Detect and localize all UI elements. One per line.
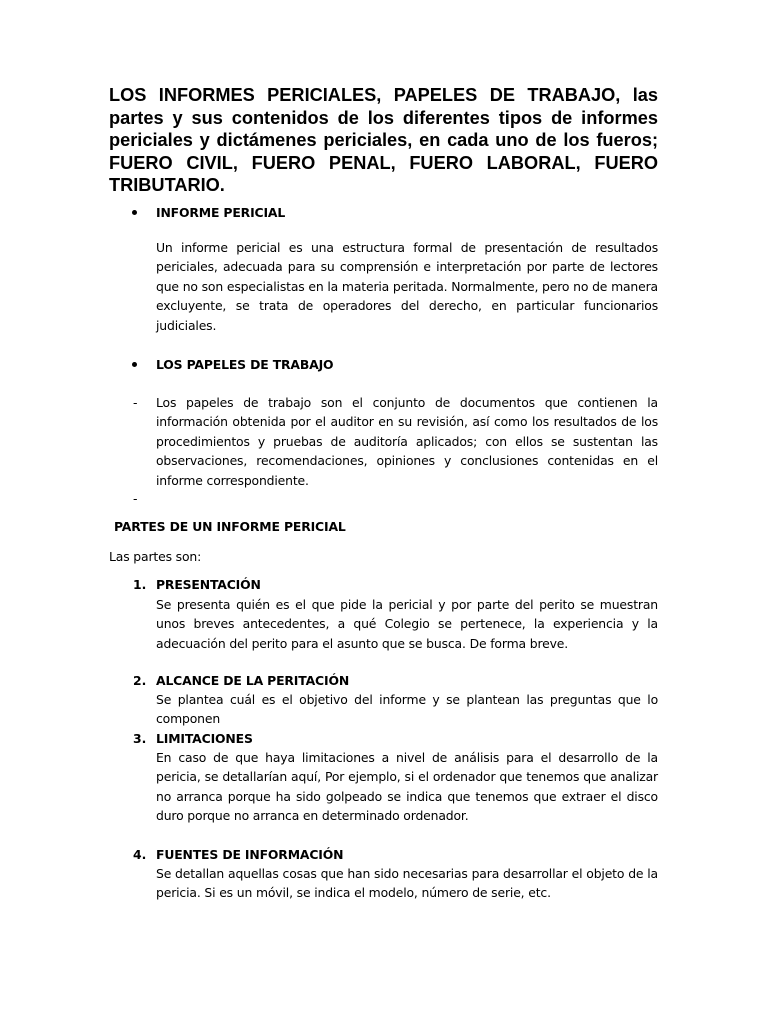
list-item-text: Se presenta quién es el que pide la pericial y por parte del perito se muestran unos breves antecedentes, a qué Colegio se pertenece, la experiencia y la adecuación del perito para el asunto que se busca. De forma breve. [156,597,658,651]
list-item-text: En caso de que haya limitaciones a nivel de análisis para el desarrollo de la pericia, se detallarían aquí, Por ejemplo, si el ordenador que tenemos que analizar no arranca porque ha sido golpeado se indica que tenemos que extraer el disco duro porque no arranca en determinado ordenador. [156,750,658,824]
paragraph-papeles: Los papeles de trabajo son el conjunto de documentos que contienen la información obtenida por el auditor en su revisión, así como los resultados de los procedimientos y pruebas de auditoría aplicados; con ellos se sustentan las observaciones, recomendaciones, opiniones y conclusiones contenidas en el informe correspondiente. [156,395,658,488]
document-title: LOS INFORMES PERICIALES, PAPELES DE TRABAJO, las partes y sus contenidos de los diferentes tipos de informes periciales y dictámenes periciales, en cada uno de los fueros; FUERO CIVIL, FUERO PENAL, FUERO LABORAL, FUERO TRIBUTARIO. [109,85,658,195]
section-heading-papeles: LOS PAPELES DE TRABAJO [156,357,334,372]
bullet-icon [132,210,137,215]
list-number: 2. [133,673,147,688]
list-number: 4. [133,847,147,862]
section-heading-partes: PARTES DE UN INFORME PERICIAL [114,519,346,534]
list-item-heading: LIMITACIONES [156,731,253,746]
list-item-text: Se detallan aquellas cosas que han sido necesarias para desarrollar el objeto de la pericia. Si es un móvil, se indica el modelo, número de serie, etc. [156,866,658,901]
list-item-heading: ALCANCE DE LA PERITACIÓN [156,673,350,688]
list-number: 1. [133,577,147,592]
partes-intro: Las partes son: [109,549,202,564]
dash-marker: - [133,395,138,410]
list-item-heading: FUENTES DE INFORMACIÓN [156,847,344,862]
list-number: 3. [133,731,147,746]
empty-dash-marker: - [133,491,138,506]
list-item-text: Se plantea cuál es el objetivo del informe y se plantean las preguntas que lo componen [156,692,658,727]
paragraph-informe: Un informe pericial es una estructura formal de presentación de resultados periciales, adecuada para su comprensión e interpretación por parte de lectores que no son especialistas en la materia peritada. Normalmente, pero no de manera excluyente, se trata de operadores del derecho, en particular funcionarios judiciales. [156,240,658,333]
list-item-heading: PRESENTACIÓN [156,577,261,592]
bullet-icon [132,362,137,367]
section-heading-informe: INFORME PERICIAL [156,205,286,220]
